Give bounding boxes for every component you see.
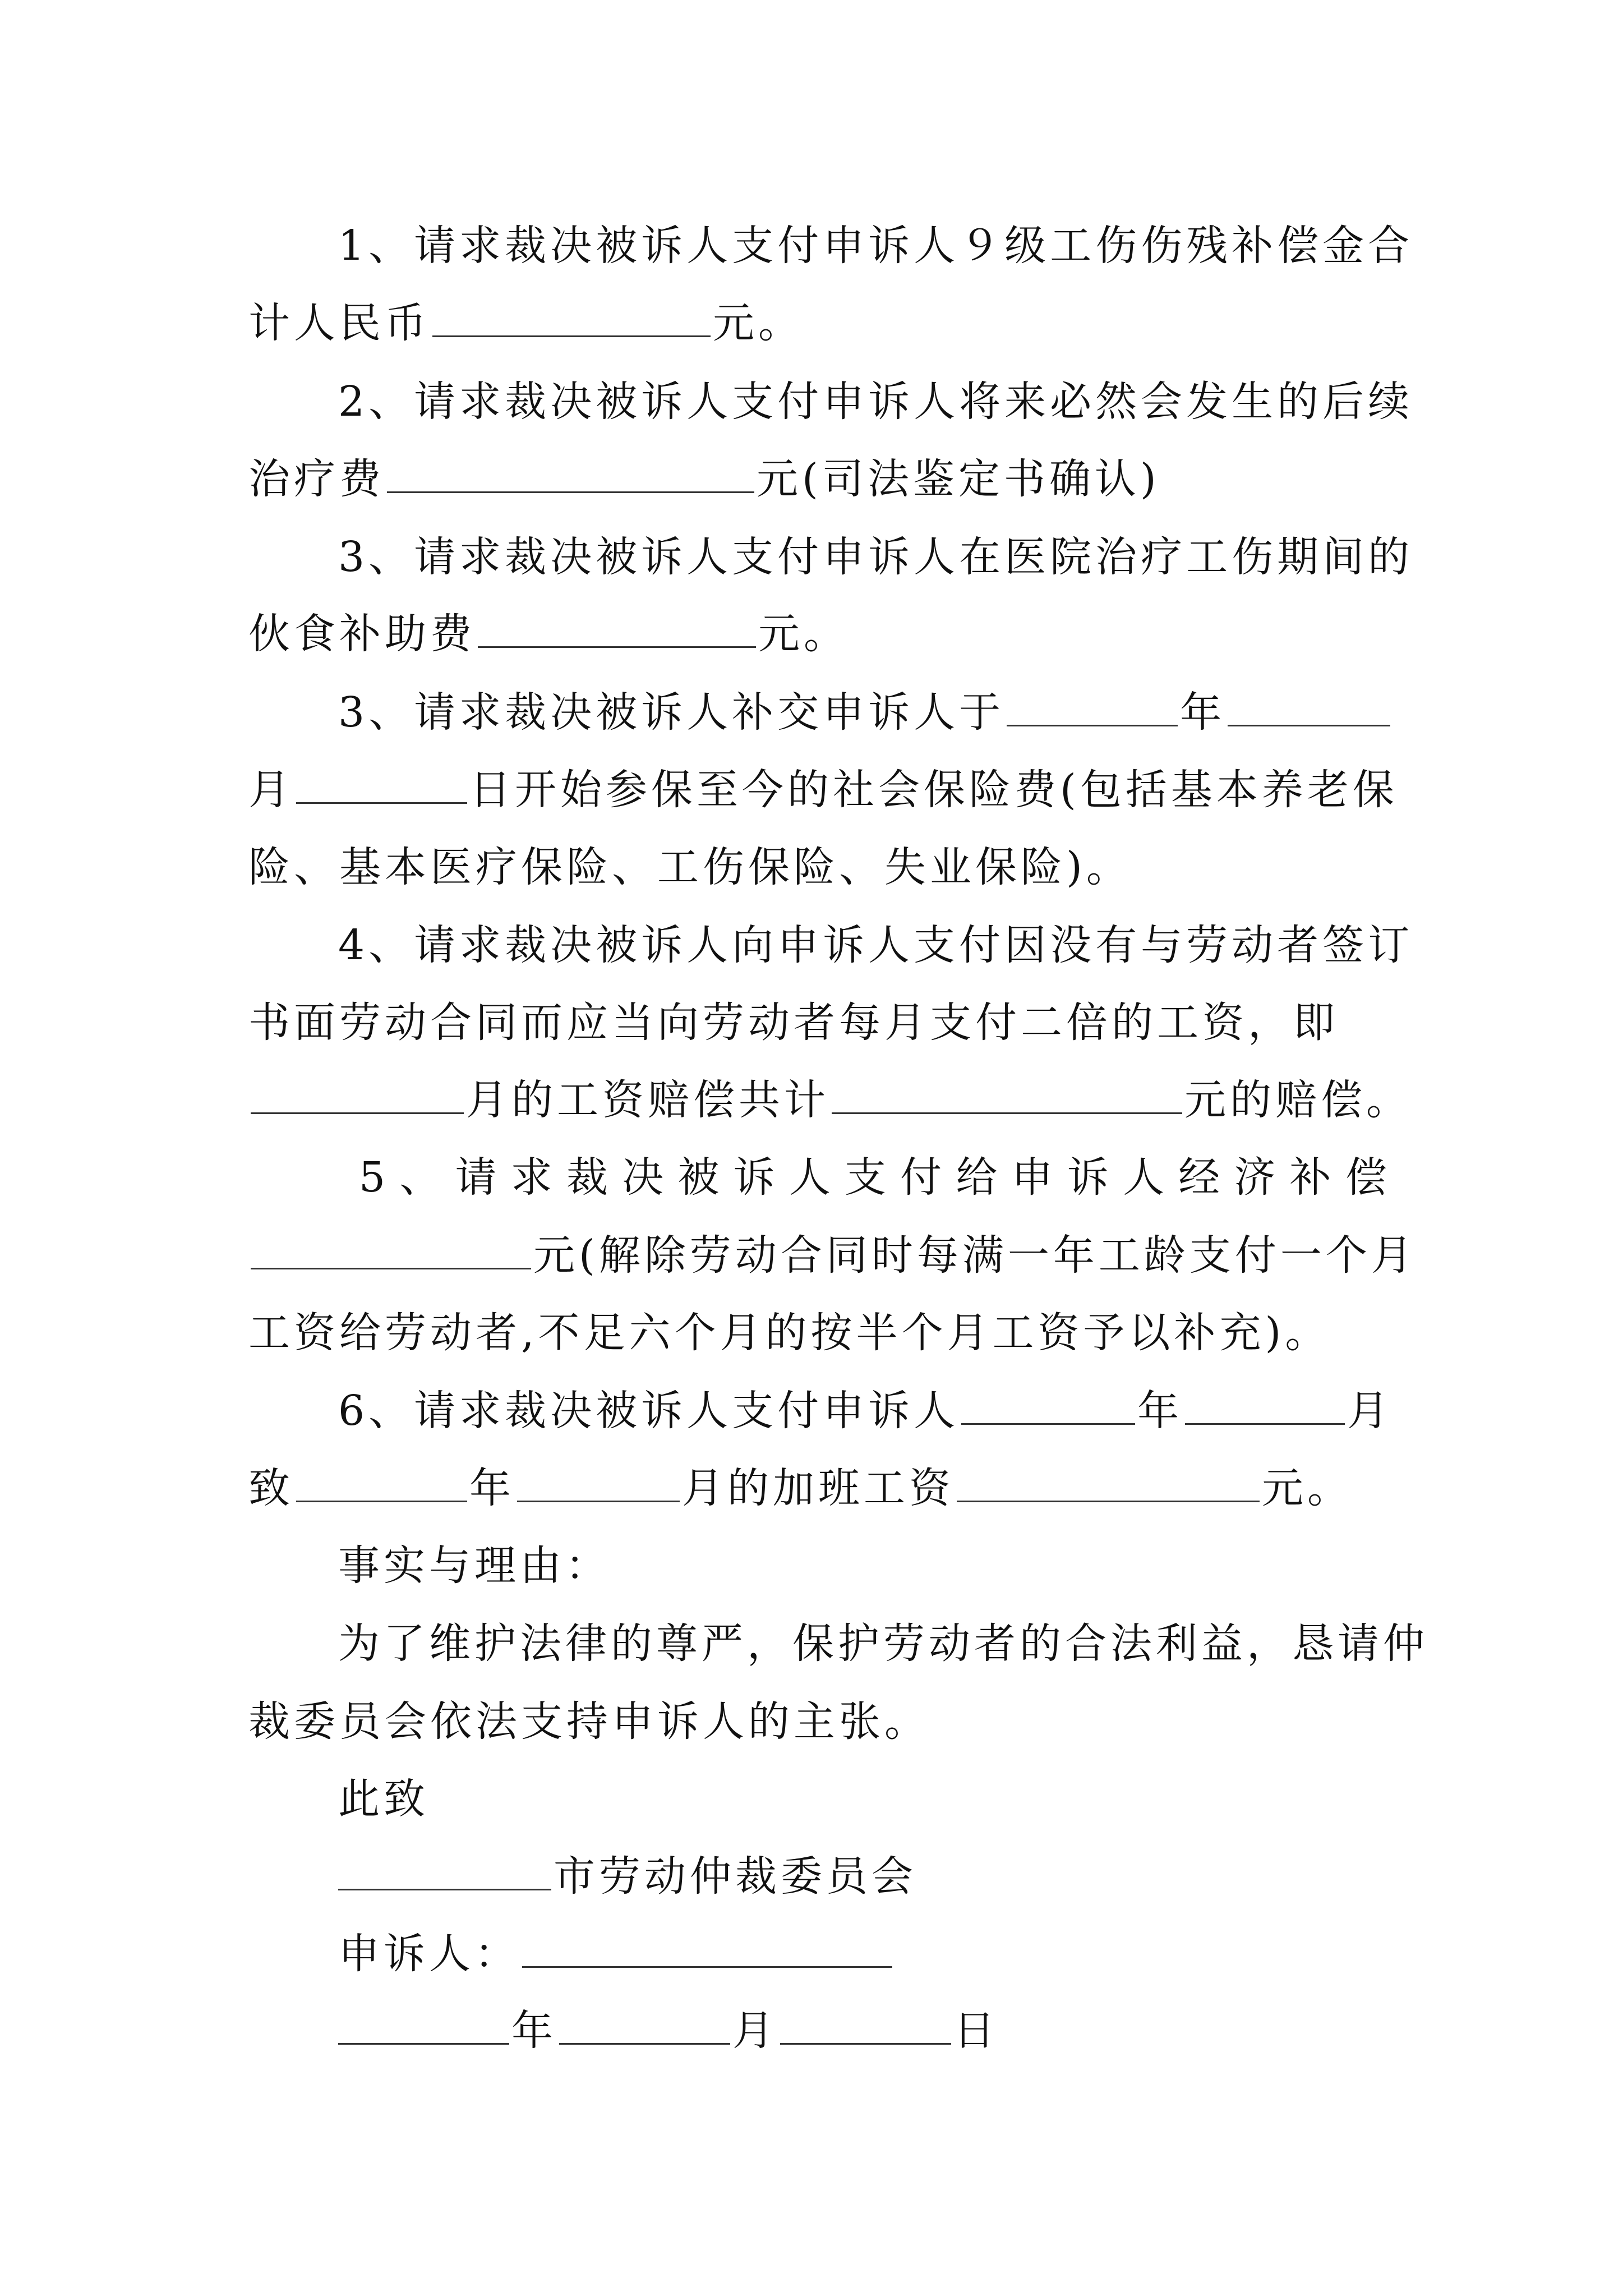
recipient-line	[338, 1834, 1477, 1918]
month-blank	[517, 1468, 680, 1502]
day-blank	[780, 2010, 951, 2045]
para-3-line-1	[338, 515, 1477, 599]
para-3-amount-label: 伙食补助费	[248, 610, 476, 658]
para-7-end: 元。	[1262, 1464, 1353, 1512]
para-7-line-2	[248, 1446, 1387, 1530]
para-4-text: 3、请求裁决被诉人补交申诉人于	[338, 688, 1005, 737]
para-6-char: 被	[677, 1153, 720, 1202]
year-label: 年	[511, 2007, 557, 2055]
city-blank	[338, 1856, 551, 1890]
para-6-text-end: 工资给劳动者,不足六个月的按半个月工资予以补充)。	[248, 1309, 1331, 1357]
para-4-line-1	[338, 670, 1477, 754]
para-4-line-2	[248, 748, 1398, 832]
closing-line-2	[248, 1680, 1387, 1764]
para-1-unit: 元。	[713, 299, 804, 347]
salutation-text: 此致	[338, 1775, 429, 1823]
para-2-unit: 元(司法鉴定书确认)	[757, 455, 1160, 503]
para-6-char: 求	[510, 1153, 552, 1202]
amount-blank	[251, 1235, 531, 1269]
month-blank	[1228, 692, 1390, 726]
year-blank	[1007, 692, 1178, 726]
para-6-char: 申	[1011, 1153, 1053, 1202]
para-4-text-cont: 日开始参保至今的社会保险费(包括基本养老保	[469, 766, 1398, 814]
para-6-char: 诉	[1067, 1153, 1109, 1202]
para-2-line-2	[248, 437, 1387, 521]
day-blank	[296, 770, 467, 804]
para-6-char: 5	[359, 1153, 386, 1202]
recipient-text: 市劳动仲裁委员会	[554, 1852, 917, 1901]
para-6-text-cont: 元(解除劳动合同时每满一年工龄支付一个月	[533, 1231, 1417, 1280]
amount-blank	[957, 1468, 1260, 1502]
para-5-text-cont: 书面劳动合同而应当向劳动者每月支付二倍的工资，即	[248, 999, 1339, 1047]
para-6-char: 付	[900, 1153, 942, 1202]
para-6-char: 给	[956, 1153, 998, 1202]
facts-heading	[338, 1524, 1477, 1608]
amount-blank	[478, 614, 756, 648]
para-5-line-3	[248, 1058, 1412, 1142]
para-6-char: 偿	[1345, 1153, 1387, 1202]
year-label: 年	[1180, 688, 1226, 737]
closing-text: 为了维护法律的尊严，保护劳动者的合法利益，恳请仲	[338, 1619, 1428, 1668]
year-label: 年	[1137, 1387, 1183, 1435]
month-label: 月	[248, 766, 294, 814]
salutation	[338, 1757, 1477, 1841]
year-blank	[338, 2010, 509, 2045]
amount-blank	[387, 459, 754, 493]
para-7-mid: 月的加班工资	[682, 1464, 955, 1512]
month-blank	[1185, 1391, 1345, 1425]
closing-text-end: 裁委员会依法支持申诉人的主张。	[248, 1697, 930, 1746]
para-5-mid: 月的工资赔偿共计	[466, 1076, 829, 1124]
para-7-to: 致	[248, 1464, 294, 1512]
closing-line-1	[338, 1602, 1477, 1686]
para-3-text: 3、请求裁决被诉人支付申诉人在医院治疗工伤期间的	[338, 533, 1414, 581]
para-5-end: 元的赔偿。	[1184, 1076, 1412, 1124]
para-2-amount-label: 治疗费	[248, 455, 385, 503]
applicant-line	[338, 1912, 1477, 1996]
para-6-char: 请	[455, 1153, 497, 1202]
para-6-char: 、	[399, 1153, 441, 1202]
para-6-char: 决	[622, 1153, 664, 1202]
para-6-char: 支	[844, 1153, 886, 1202]
amount-blank	[832, 1080, 1182, 1114]
para-3-line-2	[248, 592, 1387, 676]
para-6-char: 人	[789, 1153, 831, 1202]
month-label: 月	[1347, 1387, 1393, 1435]
para-6-char: 人	[1122, 1153, 1164, 1202]
para-2-text: 2、请求裁决被诉人支付申诉人将来必然会发生的后续	[338, 378, 1414, 426]
para-6-char: 济	[1234, 1153, 1276, 1202]
para-3-unit: 元。	[758, 610, 849, 658]
year-blank	[296, 1468, 467, 1502]
month-blank	[559, 2010, 730, 2045]
para-2-line-1	[338, 360, 1477, 444]
applicant-blank	[522, 1934, 892, 1968]
amount-blank	[432, 303, 711, 337]
month-label: 月	[732, 2007, 778, 2055]
para-5-line-2	[248, 981, 1387, 1065]
para-6-justified-line	[359, 1135, 1387, 1220]
para-1-text: 1、请求裁决被诉人支付申诉人９级工伤伤残补偿金合	[338, 222, 1414, 270]
para-6-line-3	[248, 1291, 1387, 1375]
para-4-text-end: 险、基本医疗保险、工伤保险、失业保险)。	[248, 843, 1132, 891]
applicant-label: 申诉人：	[338, 1930, 520, 1978]
para-5-text: 4、请求裁决被诉人向申诉人支付因没有与劳动者签订	[338, 921, 1414, 969]
date-line	[338, 1989, 1477, 2073]
para-5-line-1	[338, 903, 1477, 987]
para-1-amount-label: 计人民币	[248, 299, 430, 347]
para-7-line-1	[338, 1369, 1477, 1453]
para-6-char: 裁	[566, 1153, 608, 1202]
para-7-text: 6、请求裁决被诉人支付申诉人	[338, 1387, 960, 1435]
day-label: 日	[953, 2007, 999, 2055]
para-6-char: 诉	[733, 1153, 775, 1202]
para-6-line-1	[359, 1135, 1387, 1220]
para-1-line-2	[248, 281, 1387, 365]
para-6-line-2	[248, 1213, 1417, 1297]
para-6-char: 经	[1178, 1153, 1220, 1202]
months-blank	[251, 1080, 464, 1114]
para-4-line-3	[248, 825, 1387, 909]
year-blank	[961, 1391, 1135, 1425]
facts-heading-text: 事实与理由：	[338, 1542, 611, 1590]
para-6-char: 补	[1289, 1153, 1331, 1202]
year-label: 年	[469, 1464, 515, 1512]
para-1-line-1	[338, 204, 1477, 288]
